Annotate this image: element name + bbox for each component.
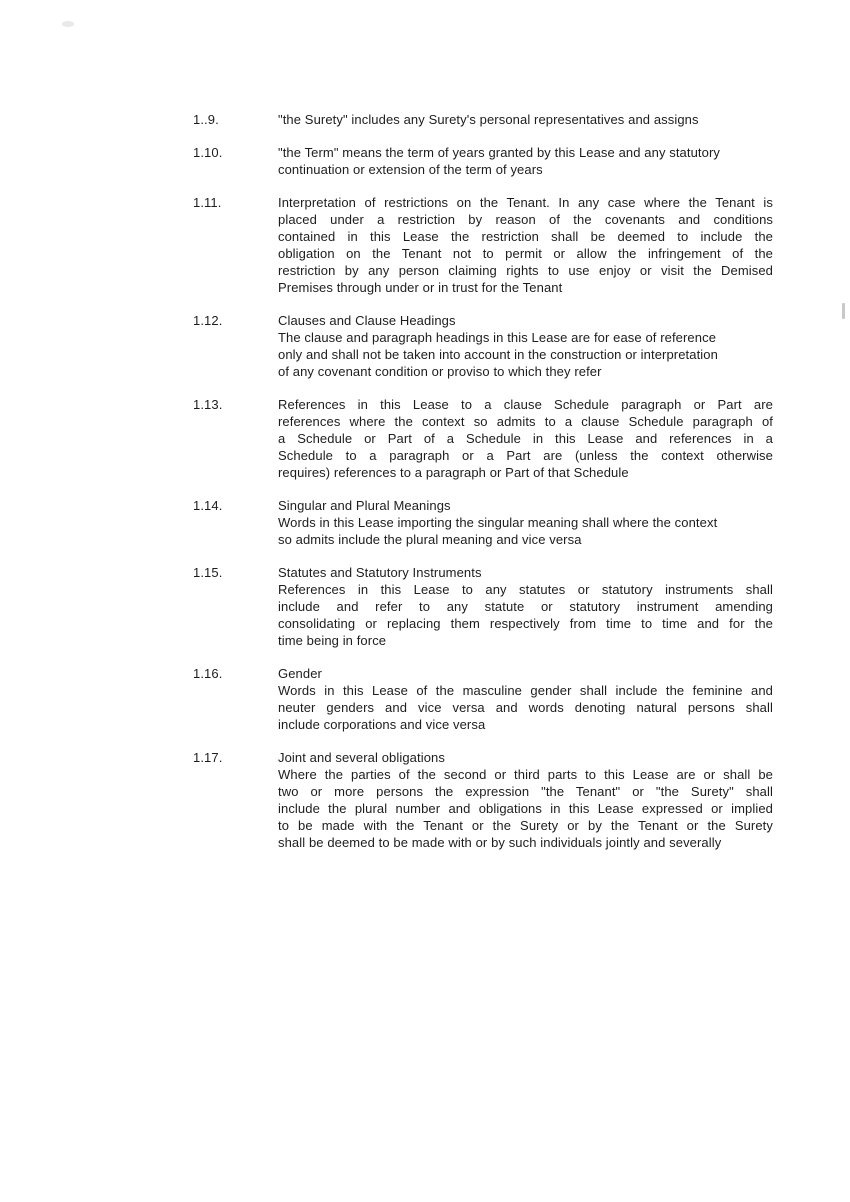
clause-heading: Clauses and Clause Headings bbox=[278, 313, 456, 328]
clause-body bbox=[278, 111, 773, 128]
clause-body-line: placed under a restriction by reason of the covenants and conditions bbox=[278, 212, 773, 227]
clause-body bbox=[278, 329, 773, 380]
clause-body bbox=[278, 396, 773, 481]
clause-list bbox=[193, 111, 775, 867]
clause-body-line: shall be deemed to be made with or by such individuals jointly and severally bbox=[278, 835, 722, 850]
clause-body-line: References in this Lease to any statutes or statutory instruments shall bbox=[278, 582, 773, 597]
clause-number: 1.17. bbox=[193, 750, 223, 765]
clause-body-line: Words in this Lease of the masculine gender shall include the feminine and bbox=[278, 683, 773, 698]
clause-body-line: include the plural number and obligations in this Lease expressed or implied bbox=[278, 801, 773, 816]
clause-body-line: Where the parties of the second or third parts to this Lease are or shall be bbox=[278, 767, 773, 782]
clause-section-1-14 bbox=[193, 497, 775, 548]
clause-body-line: contained in this Lease the restriction shall be deemed to include the bbox=[278, 229, 773, 244]
clause-body-line: "the Surety" includes any Surety's personal representatives and assigns bbox=[278, 112, 699, 127]
clause-number: 1.16. bbox=[193, 666, 223, 681]
clause-text bbox=[278, 564, 773, 649]
clause-body-line: time being in force bbox=[278, 633, 387, 648]
clause-section-1-15 bbox=[193, 564, 775, 649]
clause-body-line: References in this Lease to a clause Schedule paragraph or Part are bbox=[278, 397, 773, 412]
clause-text bbox=[278, 497, 773, 548]
clause-body-line: include and refer to any statute or statutory instrument amending bbox=[278, 599, 773, 614]
clause-section-1-11 bbox=[193, 194, 775, 296]
clause-body bbox=[278, 766, 773, 851]
clause-body-line: to be made with the Tenant or the Surety or by the Tenant or the Surety bbox=[278, 818, 773, 833]
clause-body-line: Words in this Lease importing the singular meaning shall where the context bbox=[278, 515, 718, 530]
clause-heading: Joint and several obligations bbox=[278, 750, 445, 765]
clause-number: 1.13. bbox=[193, 397, 223, 412]
clause-text bbox=[278, 665, 773, 733]
clause-section-1-10 bbox=[193, 144, 775, 178]
clause-body-line: continuation or extension of the term of years bbox=[278, 162, 543, 177]
clause-body-line: neuter genders and vice versa and words denoting natural persons shall bbox=[278, 700, 773, 715]
clause-body-line: references where the context so admits to a clause Schedule paragraph of bbox=[278, 414, 773, 429]
clause-section-1-13 bbox=[193, 396, 775, 481]
clause-body-line: include corporations and vice versa bbox=[278, 717, 486, 732]
clause-body-line: restriction by any person claiming rights to use enjoy or visit the Demised bbox=[278, 263, 773, 278]
clause-section-1-17 bbox=[193, 749, 775, 851]
clause-number: 1..9. bbox=[193, 112, 219, 127]
clause-heading: Gender bbox=[278, 666, 322, 681]
clause-body-line: two or more persons the expression "the Tenant" or "the Surety" shall bbox=[278, 784, 773, 799]
clause-body-line: of any covenant condition or proviso to which they refer bbox=[278, 364, 602, 379]
clause-body-line: Premises through under or in trust for the Tenant bbox=[278, 280, 563, 295]
clause-body bbox=[278, 144, 773, 178]
clause-number: 1.11. bbox=[193, 195, 222, 210]
clause-body-line: so admits include the plural meaning and vice versa bbox=[278, 532, 582, 547]
clause-section-1-12 bbox=[193, 312, 775, 380]
clause-number: 1.10. bbox=[193, 145, 223, 160]
clause-text bbox=[278, 749, 773, 851]
clause-text bbox=[278, 111, 773, 128]
clause-body bbox=[278, 682, 773, 733]
clause-text bbox=[278, 194, 773, 296]
clause-text bbox=[278, 396, 773, 481]
clause-text bbox=[278, 312, 773, 380]
clause-body-line: Schedule to a paragraph or a Part are (unless the context otherwise bbox=[278, 448, 773, 463]
clause-text bbox=[278, 144, 773, 178]
scan-artifact-right-edge bbox=[842, 303, 845, 319]
clause-body-line: obligation on the Tenant not to permit or allow the infringement of the bbox=[278, 246, 773, 261]
clause-heading: Statutes and Statutory Instruments bbox=[278, 565, 482, 580]
clause-heading: Singular and Plural Meanings bbox=[278, 498, 451, 513]
scan-artifact-top-left bbox=[62, 21, 74, 27]
clause-section-1-16 bbox=[193, 665, 775, 733]
clause-body bbox=[278, 581, 773, 649]
clause-body-line: consolidating or replacing them respectively from time to time and for the bbox=[278, 616, 773, 631]
clause-body bbox=[278, 194, 773, 296]
clause-body-line: "the Term" means the term of years granted by this Lease and any statutory bbox=[278, 145, 721, 160]
clause-body-line: Interpretation of restrictions on the Tenant. In any case where the Tenant is bbox=[278, 195, 773, 210]
clause-number: 1.12. bbox=[193, 313, 223, 328]
clause-body-line: only and shall not be taken into account in the construction or interpretation bbox=[278, 347, 718, 362]
clause-number: 1.14. bbox=[193, 498, 223, 513]
clause-body-line: requires) references to a paragraph or Part of that Schedule bbox=[278, 465, 629, 480]
clause-body-line: The clause and paragraph headings in this Lease are for ease of reference bbox=[278, 330, 717, 345]
clause-body bbox=[278, 514, 773, 548]
clause-number: 1.15. bbox=[193, 565, 223, 580]
clause-body-line: a Schedule or Part of a Schedule in this Lease and references in a bbox=[278, 431, 773, 446]
clause-section-1-9 bbox=[193, 111, 775, 128]
